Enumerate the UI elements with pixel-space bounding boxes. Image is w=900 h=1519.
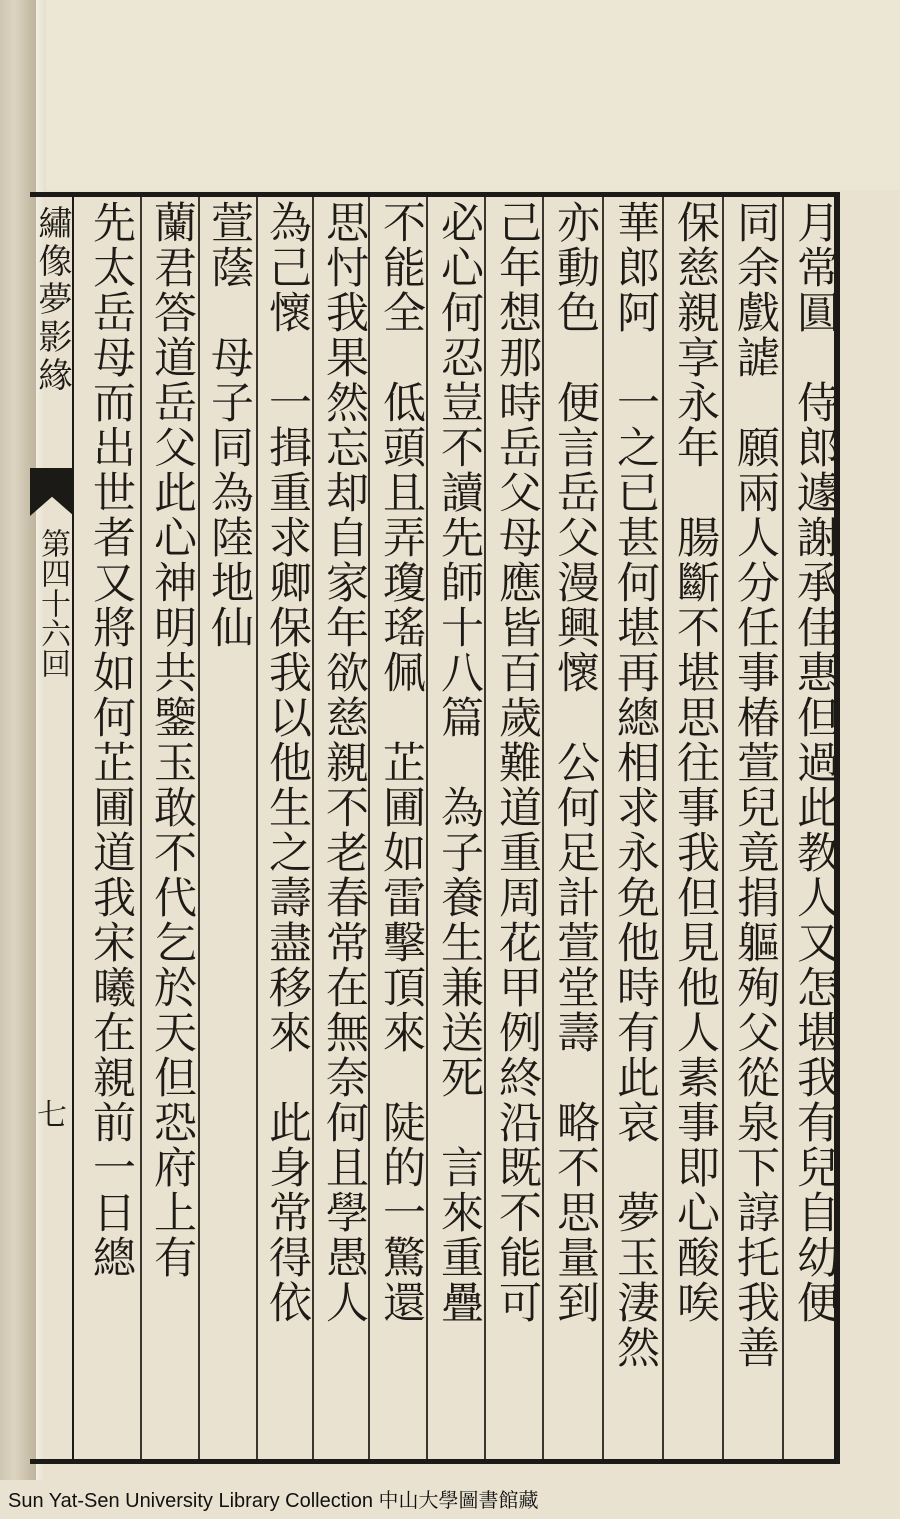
text-column-8: 不能全 低頭且弄瓊瑤佩 芷圃如雷擊頂來 陡的一驚還 — [376, 200, 426, 1325]
text-column-4: 華郎阿 一之已甚何堪再總相求永免他時有此哀 夢玉淒然 — [610, 200, 660, 1370]
top-margin — [46, 0, 900, 190]
column-rule — [140, 197, 142, 1459]
text-column-2: 同余戲謔 願兩人分任事椿萱兒竟捐軀殉父從泉下諄托我善 — [730, 200, 780, 1370]
chapter-label: 第四十六回 — [35, 528, 70, 678]
text-column-6: 己年想那時岳父母應皆百歲難道重周花甲例終沿既不能可 — [492, 200, 542, 1325]
text-column-12: 蘭君答道岳父此心神明共鑒玉敢不代乞於天但恐府上有 — [147, 200, 197, 1280]
text-column-1: 月常圓 侍郎遽謝承佳惠但過此教人又怎堪我有兒自幼便 — [790, 200, 840, 1325]
collection-credit: Sun Yat-Sen University Library Collection 中山大學圖書館藏 — [8, 1490, 539, 1512]
heart-title: 繡像夢影緣 — [32, 205, 72, 395]
text-column-3: 保慈親享永年 腸斷不堪思往事我但見他人素事即心酸唉 — [670, 200, 720, 1325]
text-column-7: 必心何忍豈不讀先師十八篇 為子養生兼送死 言來重疊 — [434, 200, 484, 1325]
folio-number: 七 — [37, 1098, 67, 1133]
text-column-5: 亦動色 便言岳父漫興懷 公何足計萱堂壽 略不思量到 — [550, 200, 600, 1325]
text-column-10: 為己懷 一揖重求卿保我以他生之壽盡移來 此身常得依 — [262, 200, 312, 1325]
text-column-9: 思忖我果然忘却自家年欲慈親不老春常在無奈何且學愚人 — [319, 200, 369, 1325]
text-column-13: 先太岳母而出世者又將如何芷圃道我宋曦在親前一日總 — [86, 200, 136, 1280]
text-column-11: 萱蔭 母子同為陸地仙 — [204, 200, 254, 650]
